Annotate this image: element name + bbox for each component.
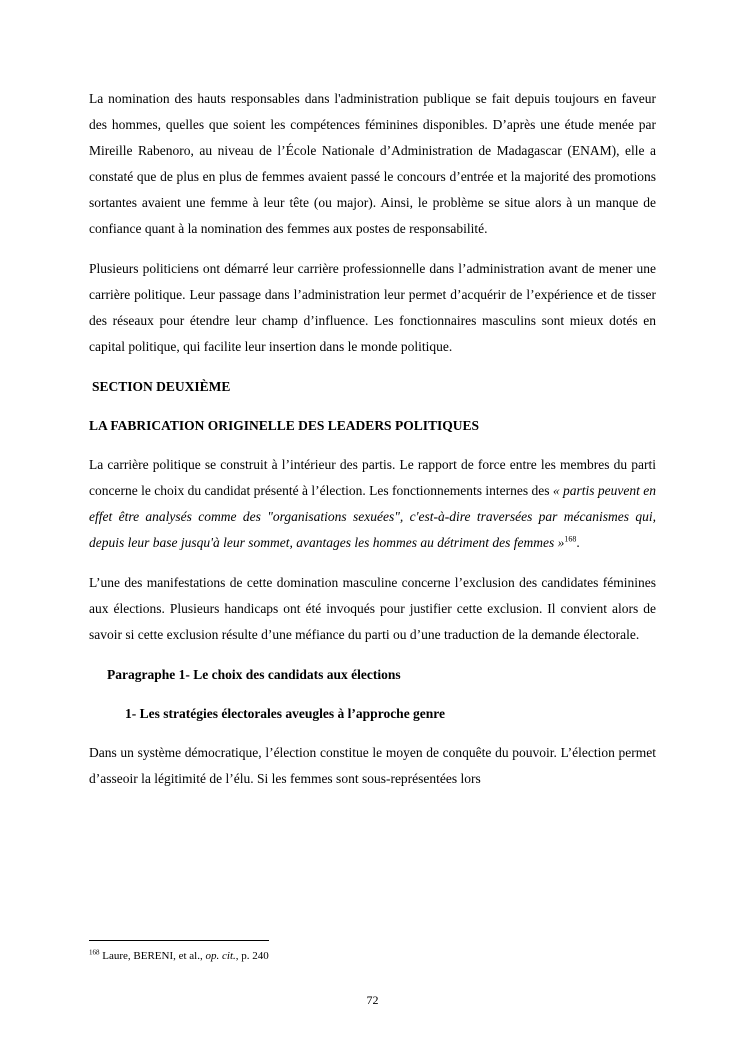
paragraph-domination: L’une des manifestations de cette domination masculine concerne l’exclusion des candidates féminines aux élections. Plusieurs handicaps ont été invoqués pour justifier cette exclusion. Il convient alors de savoir si cette exclusion résulte d’une méfiance du parti ou d’une traduction de la demande électorale. [89, 575, 656, 642]
footnote-number: 168 [89, 948, 100, 957]
paragraph-carriere-end: . [576, 535, 580, 550]
paragraph-carriere-intro: La carrière politique se construit à l’intérieur des partis. Le rapport de force entre les membres du parti concerne le choix du candidat présenté à l’élection. Les fonctionnements internes des [89, 457, 656, 498]
citation-quote: « partis peuvent en effet être analysés comme des "organisations sexuées", c'est-à-dire traversées par mécanismes qui, depuis leur base jusqu'à leur sommet, avantages les hommes au détriment des femmes » [89, 483, 656, 550]
paragraph-carriere-politique [89, 452, 656, 556]
section-title-heading: LA FABRICATION ORIGINELLE DES LEADERS POLITIQUES [89, 418, 479, 433]
paragraph-democratie: Dans un système démocratique, l’élection constitue le moyen de conquête du pouvoir. L’élection permet d’asseoir la légitimité de l’élu. Si les femmes sont sous-représentées lors [89, 745, 656, 786]
subsection-heading: 1- Les stratégies électorales aveugles à l’approche genre [125, 706, 446, 721]
footnote-reference[interactable]: 168 [564, 534, 577, 544]
footnote-op-cit: op. cit. [205, 950, 236, 962]
page-body [89, 86, 656, 806]
paragraph-heading: Paragraphe 1- Le choix des candidats aux élections [107, 667, 401, 682]
paragraph-administration: La nomination des hauts responsables dans l'administration publique se fait depuis toujours en faveur des hommes, quelles que soient les compétences féminines disponibles. D’après une étude menée par Mireille Rabenoro, au niveau de l’École Nationale d’Administration de Madagascar (ENAM), elle a constaté que de plus en plus de femmes avaient passé le concours d’entrée et la majorité des promotions sortantes avaient une femme à leur tête (ou major). Ainsi, le problème se situe alors à un manque de confiance quant à la nomination des femmes aux postes de responsabilité. [89, 91, 656, 236]
footnote [89, 948, 269, 964]
paragraph-politiciens: Plusieurs politiciens ont démarré leur carrière professionnelle dans l’administration avant de mener une carrière politique. Leur passage dans l’administration leur permet d’acquérir de l’expérience et de tisser des réseaux pour étendre leur champ d’influence. Les fonctionnaires masculins sont mieux dotés en capital politique, qui facilite leur insertion dans le monde politique. [89, 261, 656, 354]
section-heading: SECTION DEUXIÈME [92, 379, 231, 394]
footnote-page: , p. 240 [235, 950, 269, 962]
footnote-divider [89, 940, 269, 941]
footnote-author: Laure, BERENI, et al., [99, 950, 206, 962]
page-number: 72 [366, 993, 379, 1007]
